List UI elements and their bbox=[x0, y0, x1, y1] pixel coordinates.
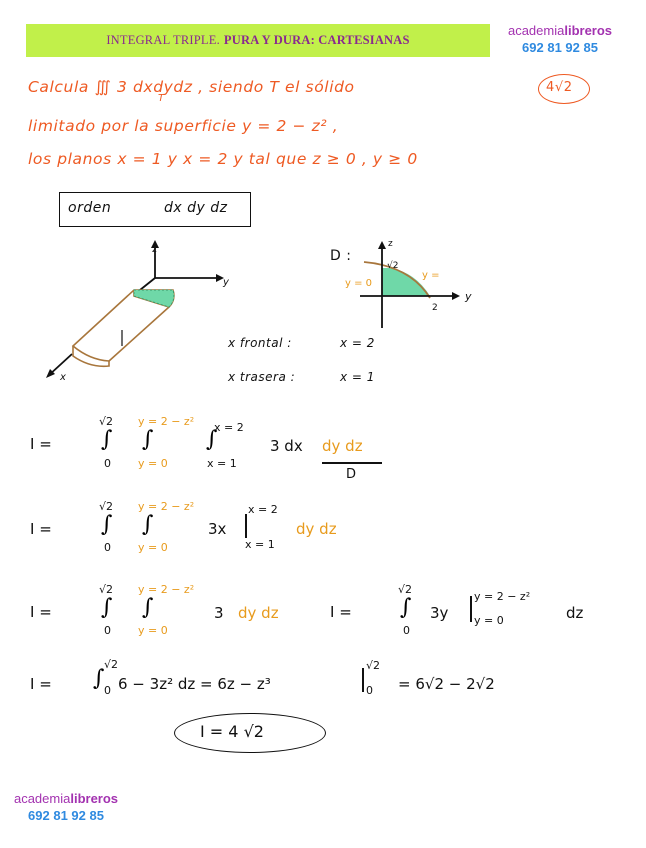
step4-result: = 6√2 − 2√2 bbox=[398, 675, 495, 693]
step3b-I: I = bbox=[330, 603, 352, 621]
step1-D: D bbox=[346, 467, 357, 482]
statement-line-2: limitado por la superficie y = 2 − z² , bbox=[28, 117, 339, 135]
step2-upper-y: y = 2 − z² bbox=[138, 500, 195, 513]
step3b-lower-z: 0 bbox=[403, 624, 410, 637]
footer-phone: 692 81 92 85 bbox=[28, 808, 104, 823]
integral-subscript: T bbox=[158, 93, 165, 104]
region-y-arrow bbox=[452, 292, 460, 300]
step1-lower-y: y = 0 bbox=[138, 457, 168, 470]
region-top-label: √2 bbox=[387, 261, 399, 271]
step3-dydz: dy dz bbox=[238, 604, 279, 622]
step4-eval-bar bbox=[362, 668, 364, 692]
step2-upper-x: x = 2 bbox=[248, 503, 278, 516]
step1-lower-z: 0 bbox=[104, 457, 111, 470]
step2-integral-y: ∫ bbox=[142, 512, 154, 537]
plane-frontal-value: x = 2 bbox=[340, 336, 375, 350]
step3b-lower: y = 0 bbox=[474, 614, 504, 627]
step1-dydz: dy dz bbox=[322, 437, 363, 455]
step1-upper-x: x = 2 bbox=[214, 421, 244, 434]
title-banner bbox=[26, 24, 490, 57]
step1-integral-z: ∫ bbox=[101, 427, 113, 452]
step1-lower-x: x = 1 bbox=[207, 457, 237, 470]
step1-integral-y: ∫ bbox=[142, 427, 154, 452]
step1-upper-y: y = 2 − z² bbox=[138, 415, 195, 428]
step3-body: 3 bbox=[214, 604, 224, 622]
step4-I: I = bbox=[30, 675, 52, 693]
brand-footer bbox=[6, 790, 126, 824]
brand-name-a: academia bbox=[507, 23, 565, 38]
plane-trasera-value: x = 1 bbox=[340, 370, 375, 384]
brand-phone: 692 81 92 85 bbox=[522, 40, 598, 55]
footer-brand-a: academia bbox=[13, 791, 71, 806]
step2-lower-y: y = 0 bbox=[138, 541, 168, 554]
step3b-eval-bar bbox=[470, 596, 472, 622]
step4-lower: 0 bbox=[104, 684, 111, 697]
step3b-dz: dz bbox=[566, 604, 584, 622]
step2-lower-x: x = 1 bbox=[245, 538, 275, 551]
step1-upper-z: √2 bbox=[99, 415, 114, 428]
step3-upper-y: y = 2 − z² bbox=[138, 583, 195, 596]
step4-eval-upper: √2 bbox=[366, 659, 381, 672]
step2-eval-bar bbox=[245, 514, 247, 538]
step3-I: I = bbox=[30, 603, 52, 621]
region-bottom-label: 2 bbox=[432, 303, 438, 313]
step1-integral-x: ∫ bbox=[206, 427, 218, 452]
region-y-label: y bbox=[465, 290, 472, 303]
plane-frontal-label: x frontal : bbox=[228, 336, 292, 350]
statement-line-1: Calcula ∭ 3 dxdydz , siendo T el sólido bbox=[28, 78, 355, 96]
final-answer: I = 4 √2 bbox=[200, 722, 264, 741]
solid-x-label: x bbox=[60, 372, 66, 383]
answer-circled-text: 4√2 bbox=[546, 80, 573, 95]
step2-I: I = bbox=[30, 520, 52, 538]
step4-integral: ∫ bbox=[93, 666, 105, 691]
solid-z-label: z bbox=[152, 245, 157, 255]
step3b-upper: y = 2 − z² bbox=[474, 590, 531, 603]
banner-plain: INTEGRAL TRIPLE. bbox=[106, 33, 220, 47]
order-value: dx dy dz bbox=[164, 200, 228, 216]
region-z-arrow bbox=[378, 241, 386, 249]
step3-integral-z: ∫ bbox=[101, 595, 113, 620]
plane-trasera-label: x trasera : bbox=[228, 370, 296, 384]
step3-lower-y: y = 0 bbox=[138, 624, 168, 637]
step4-upper: √2 bbox=[104, 658, 119, 671]
step1-fraction-bar bbox=[322, 462, 382, 464]
region-curve-label: y = bbox=[422, 270, 440, 281]
statement-line-3: los planos x = 1 y x = 2 y tal que z ≥ 0 , y ≥ 0 bbox=[28, 150, 418, 168]
region-z-label: z bbox=[388, 239, 393, 249]
step3-upper-z: √2 bbox=[99, 583, 114, 596]
step3b-integral-z: ∫ bbox=[400, 595, 412, 620]
step3-lower-z: 0 bbox=[104, 624, 111, 637]
region-y0-label: y = 0 bbox=[345, 278, 373, 289]
step1-I: I = bbox=[30, 435, 52, 453]
region-sketch bbox=[330, 236, 480, 336]
order-label: orden bbox=[68, 200, 112, 216]
step3-integral-y: ∫ bbox=[142, 595, 154, 620]
brand-name-b: libreros bbox=[564, 23, 613, 38]
step2-lower-z: 0 bbox=[104, 541, 111, 554]
solid-sketch bbox=[30, 238, 260, 388]
step4-body: 6 − 3z² dz = 6z − z³ bbox=[118, 675, 271, 693]
step4-eval-lower: 0 bbox=[366, 684, 373, 697]
brand-top bbox=[500, 22, 620, 56]
solid-y-label: y bbox=[223, 277, 229, 288]
banner-bold: PURA Y DURA: CARTESIANAS bbox=[223, 33, 410, 47]
step2-body: 3x bbox=[208, 520, 227, 538]
step2-dydz: dy dz bbox=[296, 520, 337, 538]
region-label: D : bbox=[330, 248, 352, 264]
step2-integral-z: ∫ bbox=[101, 512, 113, 537]
footer-brand-b: libreros bbox=[70, 791, 119, 806]
x-axis-back bbox=[140, 278, 155, 290]
step1-body: 3 dx bbox=[270, 437, 303, 455]
step3b-body: 3y bbox=[430, 604, 449, 622]
step2-upper-z: √2 bbox=[99, 500, 114, 513]
step3b-upper-z: √2 bbox=[398, 583, 413, 596]
